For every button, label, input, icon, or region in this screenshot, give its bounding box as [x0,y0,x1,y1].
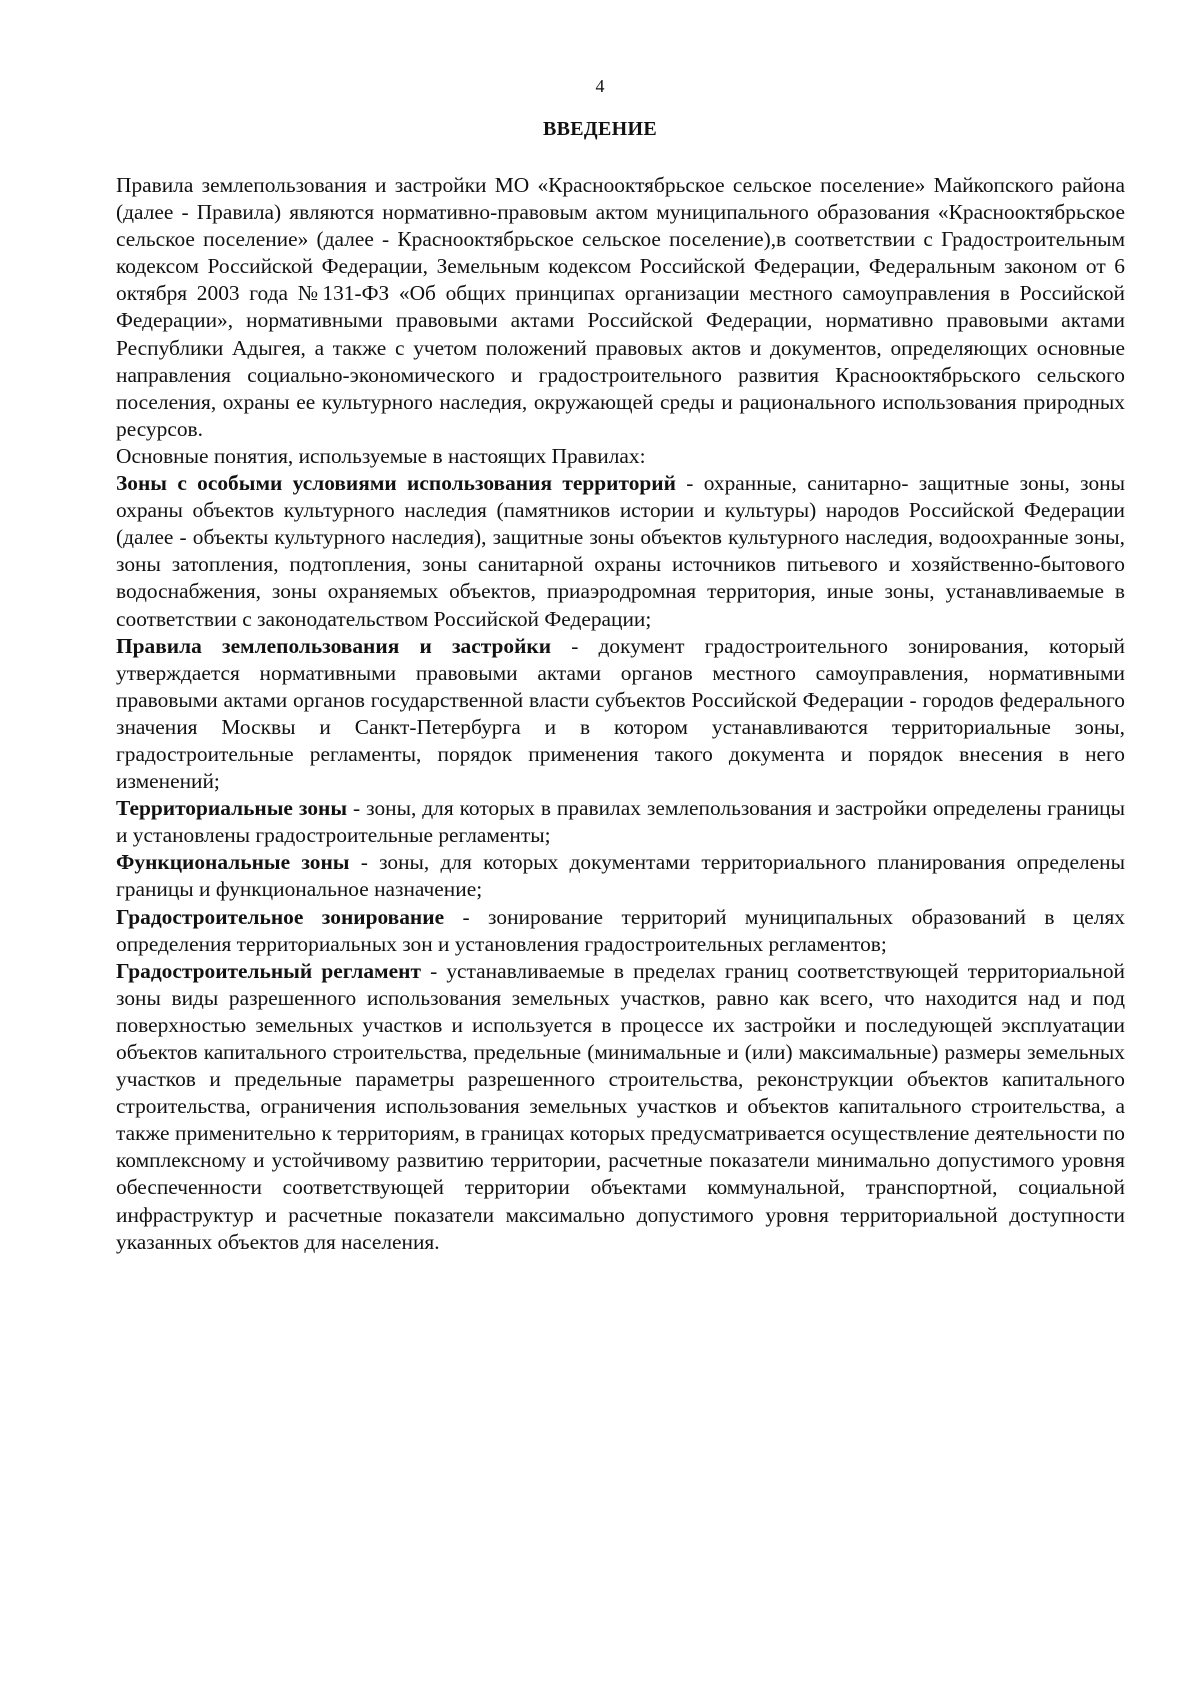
intro-paragraph: Правила землепользования и застройки МО «Краснооктябрьское сельское поселение» Майкопского района (далее - Правила) являются нормативно-правовым актом муниципального образования «Краснооктябрьское сельское поселение» (далее - Краснооктябрьское сельское поселение),в соответствии с Градостроительным кодексом Российской Федерации, Земельным кодексом Российской Федерации, Федеральным законом от 6 октября 2003 года №131-ФЗ «Об общих принципах организации местного самоуправления в Российской Федерации», нормативными правовыми актами Российской Федерации, нормативно правовыми актами Республики Адыгея, а также с учетом положений правовых актов и документов, определяющих основные направления социально-экономического и градостроительного развития Краснооктябрьского сельского поселения, охраны ее культурного наследия, окружающей среды и рационального использования природных ресурсов. [116,173,1125,441]
section-heading: ВВЕДЕНИЕ [543,118,657,140]
definition-term: Зоны с особыми условиями использования территорий [116,471,676,496]
definition-term: Территориальные зоны [116,796,348,821]
definition-text: - зоны, для которых документами территориального планирования определены границы и функциональное назначение; [116,850,1125,902]
definition-text: - охранные, санитарно- защитные зоны, зоны охраны объектов культурного наследия (памятников истории и культуры) народов Российской Федерации (далее - объекты культурного наследия), защитные зоны объектов культурного наследия, водоохранные зоны, зоны затопления, подтопления, зоны санитарной охраны источников питьевого и хозяйственно-бытового водоснабжения, зоны охраняемых объектов, приаэродромная территория, иные зоны, устанавливаемые в соответствии с законодательством Российской Федерации; [116,471,1125,631]
definition-text: - зонирование территорий муниципальных образований в целях определения территориальных зон и установления градостроительных регламентов; [116,904,1125,956]
definition-paragraph [116,633,1125,796]
definition-paragraph [116,958,1125,1256]
definition-term: Градостроительное зонирование [116,904,445,929]
definition-text: - документ градостроительного зонирования, который утверждается нормативными правовыми актами органов местного самоуправления, нормативными правовыми актами органов государственной власти субъектов Российской Федерации - городов федерального значения Москвы и Санкт-Петербурга и в котором устанавливаются территориальные зоны, градостроительные регламенты, порядок применения такого документа и порядок внесения в него изменений; [116,633,1125,794]
definition-term: Градостроительный регламент [116,958,421,983]
definition-text: - устанавливаемые в пределах границ соответствующей территориальной зоны виды разрешенного использования земельных участков, равно как всего, что находится над и под поверхностью земельных участков и используется в процессе их застройки и последующей эксплуатации объектов капитального строительства, предельные (минимальные и (или) максимальные) размеры земельных участков и предельные параметры разрешенного строительства, реконструкции объектов капитального строительства, ограничения использования земельных участков и объектов капитального строительства, а также применительно к территориям, в границах которых предусматривается осуществление деятельности по комплексному и устойчивому развитию территории, расчетные показатели минимально допустимого уровня обеспеченности соответствующей территории объектами коммунальной, транспортной, социальной инфраструктур и расчетные показатели максимально допустимого уровня территориальной доступности указанных объектов для населения. [116,958,1126,1254]
definition-paragraph [116,849,1125,903]
definition-term: Правила землепользования и застройки [116,633,552,658]
definition-paragraph [116,470,1125,633]
definition-term: Функциональные зоны [116,850,350,875]
document-body [116,172,1125,1256]
definition-paragraph [116,904,1125,958]
concepts-intro: Основные понятия, используемые в настоящих Правилах: [116,443,646,468]
definition-paragraph [116,795,1125,849]
definition-text: - зоны, для которых в правилах землепользования и застройки определены границы и установлены градостроительные регламенты; [116,796,1125,848]
page-number: 4 [595,76,605,96]
